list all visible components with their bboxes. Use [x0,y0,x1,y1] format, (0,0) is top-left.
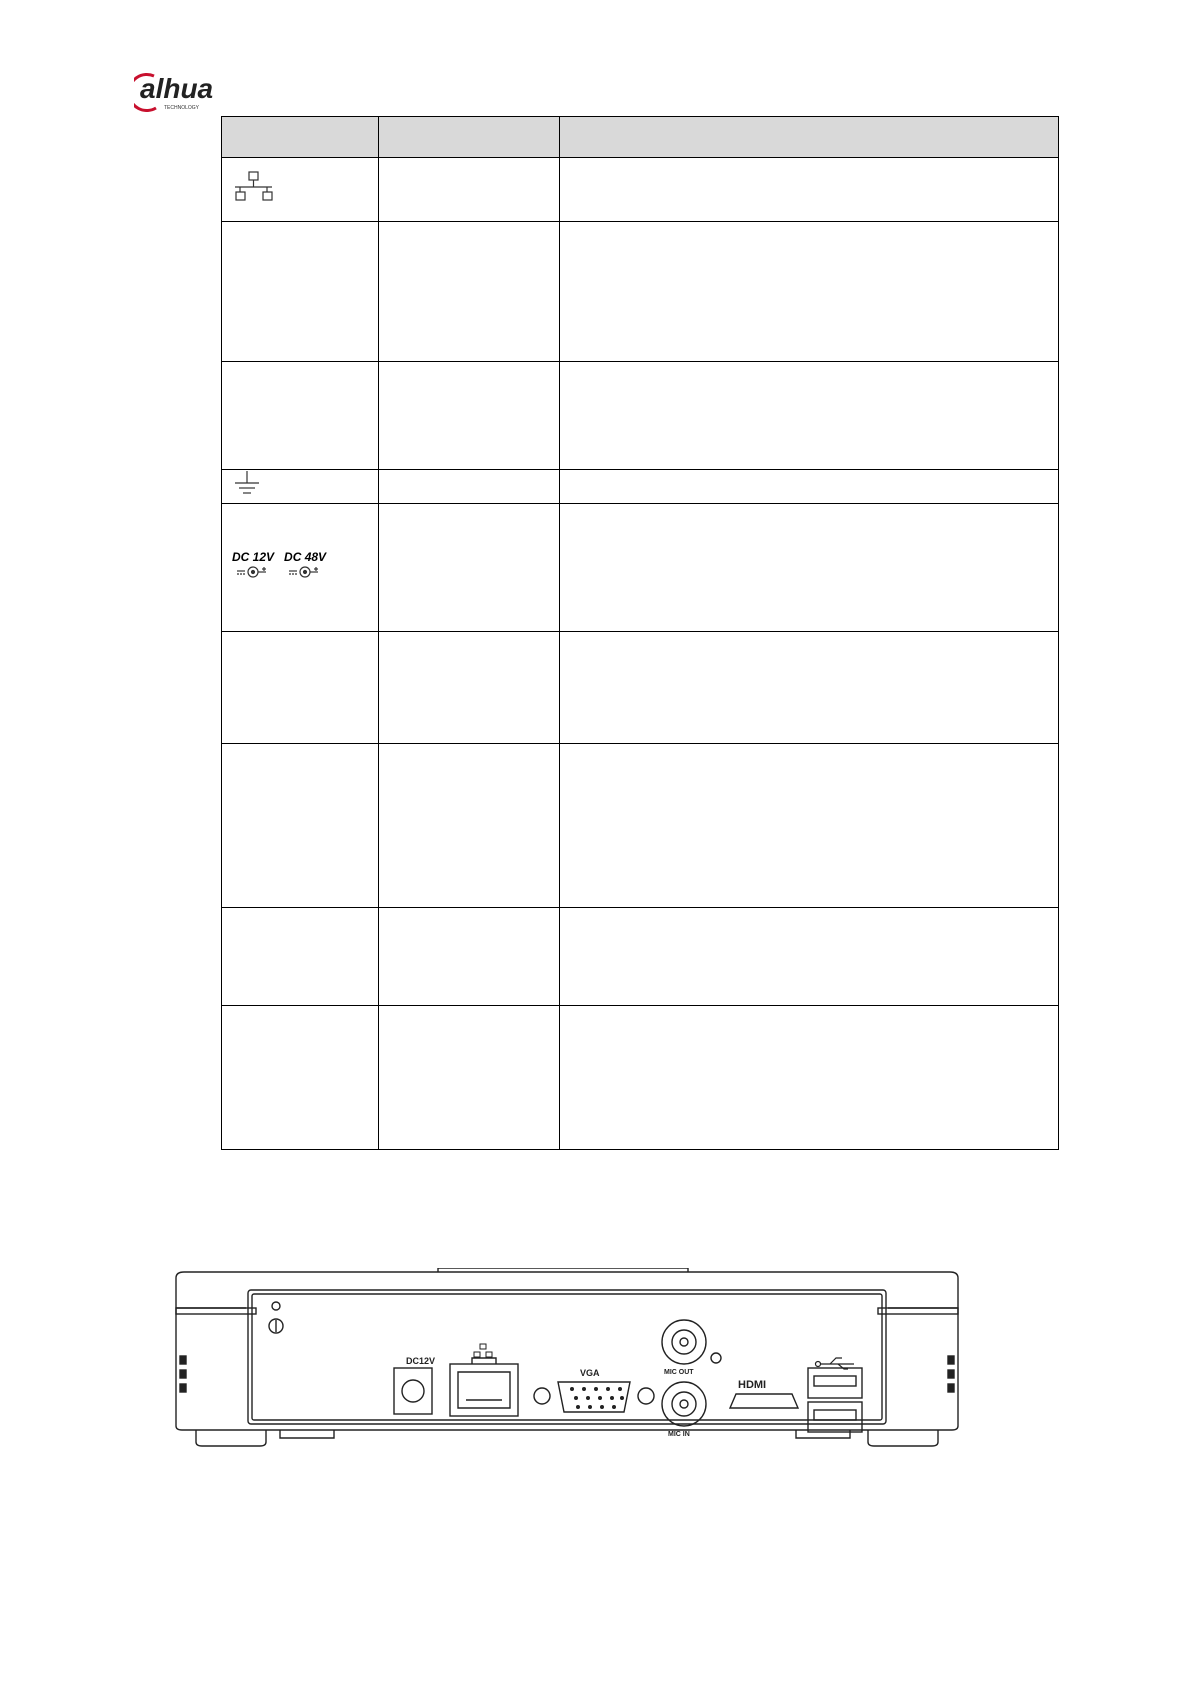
network-port-icon [232,170,276,204]
table-cell-function [560,362,1059,470]
table-cell-function [560,158,1059,222]
table-cell-name [379,222,560,362]
mic-out-label: MIC OUT [664,1369,694,1376]
dahua-logo [134,68,254,112]
table-row [222,362,1059,470]
svg-text:alhua: alhua [140,73,214,104]
hdmi-port-label: HDMI [738,1379,767,1391]
table-cell-function [560,1006,1059,1150]
table-cell-name [379,744,560,908]
dc-jack-icon [285,564,325,580]
network-port-icon [474,1344,492,1357]
table-cell-icon [222,908,379,1006]
table-row [222,744,1059,908]
mic-in-label: MIC IN [668,1431,690,1438]
table-cell-icon [222,1006,379,1150]
table-cell-name [379,908,560,1006]
table-row [222,222,1059,362]
table-cell-icon [222,504,379,632]
table-cell-icon [222,470,379,504]
table-cell-function [560,504,1059,632]
table-cell-name [379,158,560,222]
table-cell-icon [222,362,379,470]
table-cell-icon [222,632,379,744]
dc12v-port-label: DC12V [406,1356,436,1366]
table-cell-function [560,470,1059,504]
table-row [222,470,1059,504]
table-cell-function [560,908,1059,1006]
table-row [222,504,1059,632]
table-row [222,632,1059,744]
table-cell-name [379,504,560,632]
table-cell-icon [222,222,379,362]
table-row [222,908,1059,1006]
table-cell-function [560,744,1059,908]
table-header-cell [222,117,379,158]
table-cell-icon [222,744,379,908]
port-spec-table [221,116,1059,1150]
svg-text:TECHNOLOGY: TECHNOLOGY [164,105,200,111]
rear-panel-diagram [156,1268,978,1458]
dc12v-label: DC 12V [232,550,275,564]
table-cell-icon [222,158,379,222]
table-cell-function [560,222,1059,362]
table-header-row [222,117,1059,158]
dc-power-icon [232,550,378,585]
table-header-cell [560,117,1059,158]
table-row [222,1006,1059,1150]
ground-icon [232,470,262,498]
table-row [222,158,1059,222]
dc-jack-icon [233,564,273,580]
vga-port-label: VGA [580,1368,600,1378]
table-cell-name [379,632,560,744]
table-cell-name [379,362,560,470]
table-cell-function [560,632,1059,744]
table-header-cell [379,117,560,158]
dc48v-label: DC 48V [284,550,327,564]
table-cell-name [379,1006,560,1150]
table-cell-name [379,470,560,504]
